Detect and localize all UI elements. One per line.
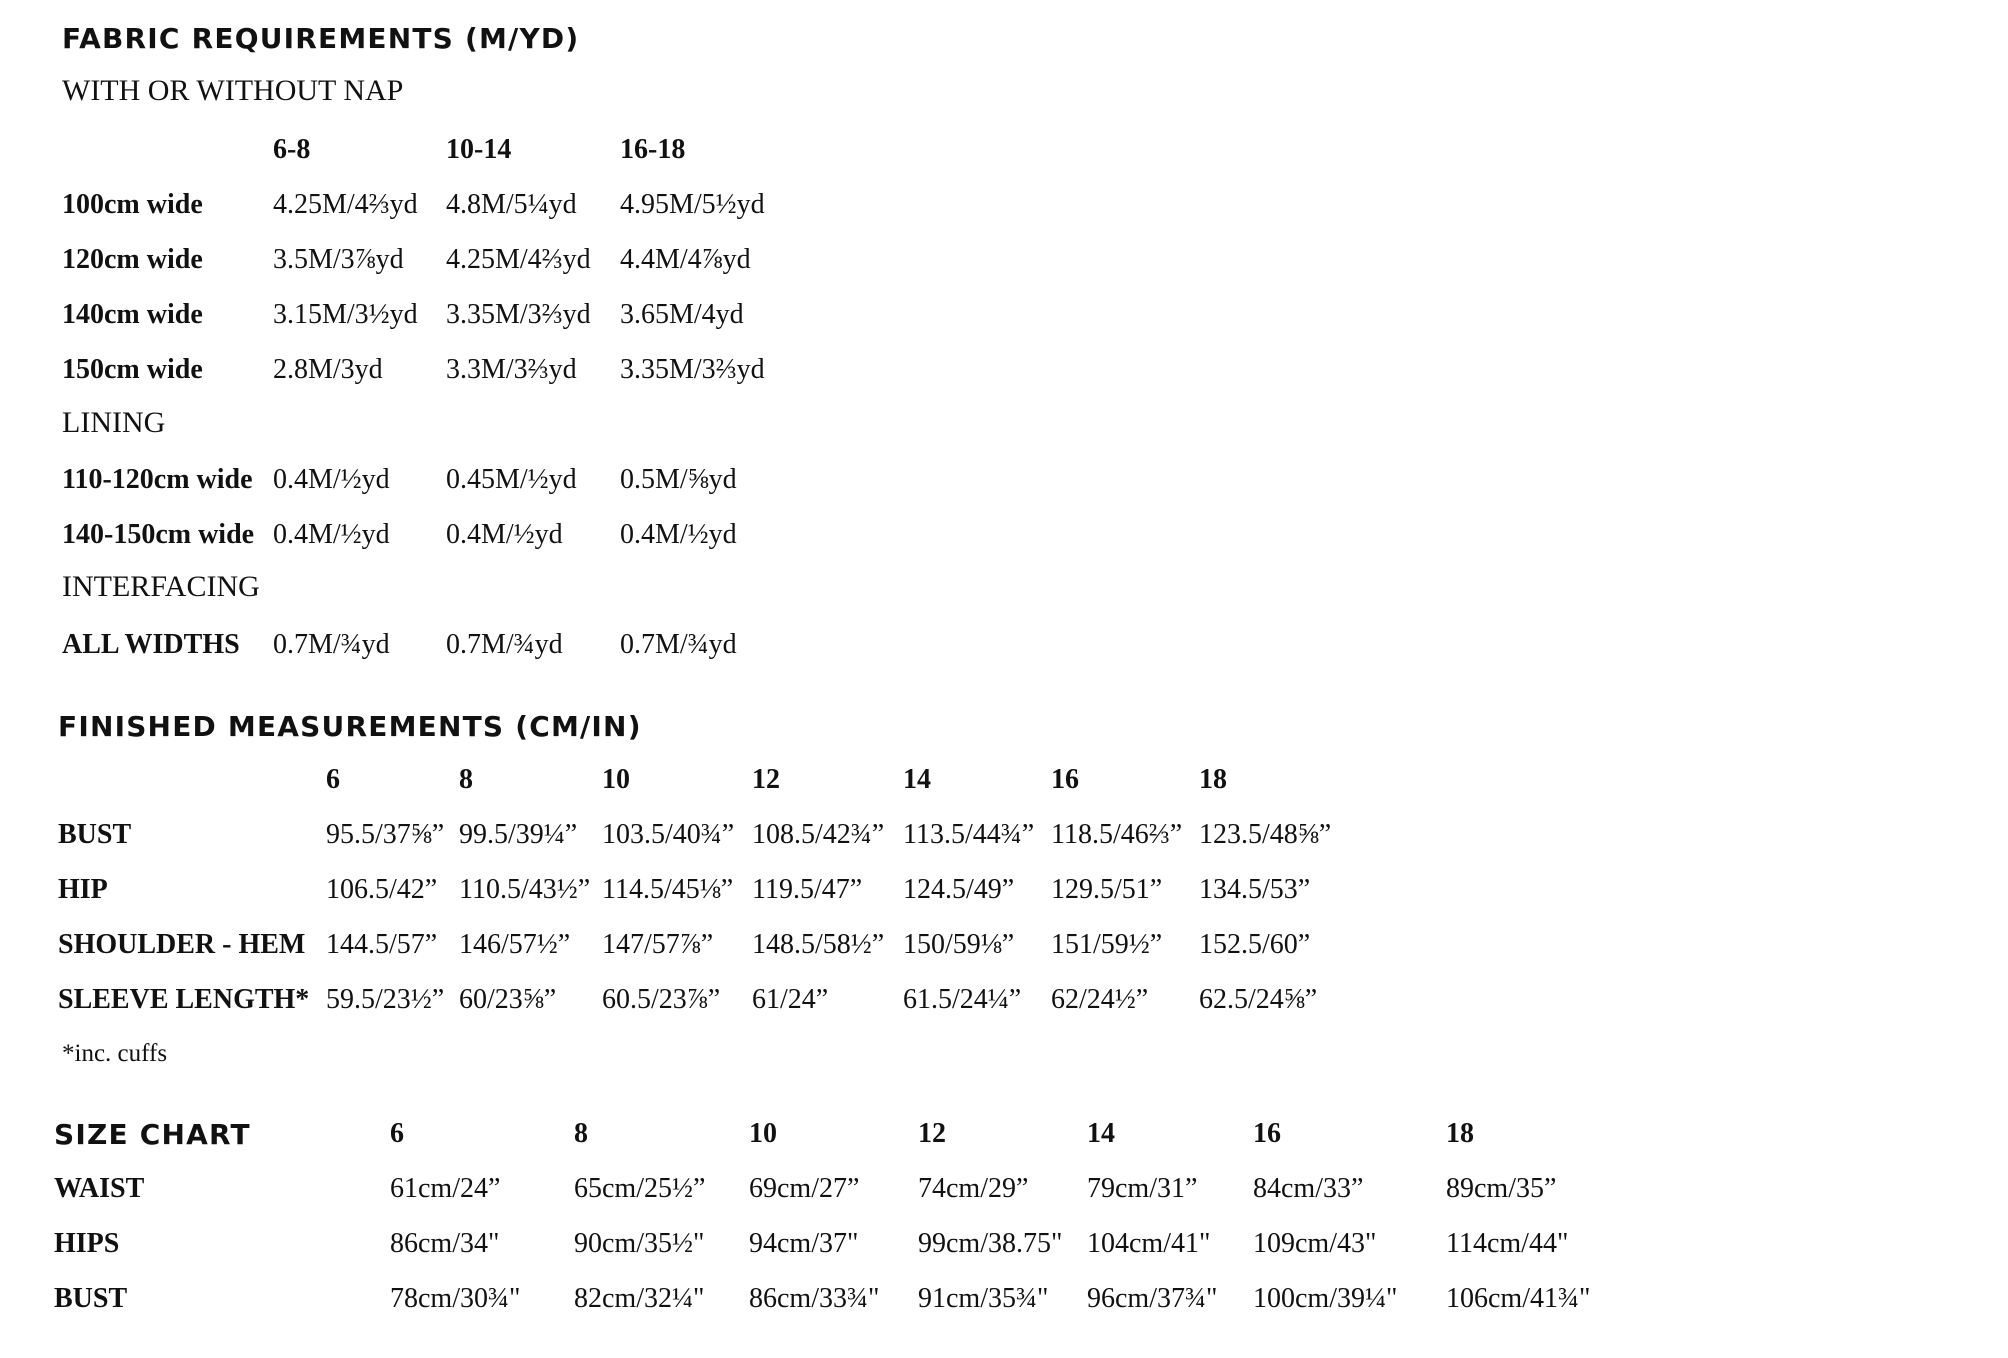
- measurement-label: SLEEVE LENGTH*: [58, 984, 310, 1015]
- measurement-value: 129.5/51”: [1051, 874, 1163, 905]
- fabric-amount: 4.4M/4⅞yd: [620, 244, 751, 275]
- size-header: 14: [1087, 1118, 1115, 1149]
- measurement-value: 60.5/23⅞”: [602, 984, 721, 1015]
- body-measure-value: 79cm/31”: [1087, 1173, 1198, 1204]
- fabric-row: [0, 189, 2008, 229]
- measurement-value: 151/59½”: [1051, 929, 1163, 960]
- measurement-value: 103.5/40¾”: [602, 819, 735, 850]
- size-header: 6: [326, 764, 340, 795]
- measurement-value: 62.5/24⅝”: [1199, 984, 1318, 1015]
- size-range-header: 10-14: [446, 134, 512, 165]
- body-measure-value: 114cm/44": [1446, 1228, 1569, 1259]
- interfacing-width-label: ALL WIDTHS: [62, 629, 240, 660]
- size-header: 8: [574, 1118, 588, 1149]
- size-header: 18: [1446, 1118, 1474, 1149]
- lining-amount: 0.4M/½yd: [620, 519, 737, 550]
- body-measure-value: 91cm/35¾": [918, 1283, 1049, 1314]
- body-measure-value: 74cm/29”: [918, 1173, 1029, 1204]
- body-measure-value: 61cm/24”: [390, 1173, 501, 1204]
- body-measure-label: WAIST: [54, 1173, 145, 1204]
- interfacing-heading: INTERFACING: [62, 570, 260, 603]
- measurement-row: [0, 874, 2008, 914]
- measurement-value: 61/24”: [752, 984, 829, 1015]
- measurement-value: 134.5/53”: [1199, 874, 1311, 905]
- measurement-value: 123.5/48⅝”: [1199, 819, 1332, 850]
- measurement-value: 119.5/47”: [752, 874, 863, 905]
- interfacing-amount: 0.7M/¾yd: [446, 629, 563, 660]
- lining-amount: 0.5M/⅝yd: [620, 464, 737, 495]
- interfacing-amount: 0.7M/¾yd: [620, 629, 737, 660]
- fabric-header-row: [0, 134, 2008, 174]
- measurement-value: 148.5/58½”: [752, 929, 885, 960]
- lining-amount: 0.4M/½yd: [273, 519, 390, 550]
- fabric-amount: 3.15M/3½yd: [273, 299, 418, 330]
- size-chart-title: SIZE CHART: [54, 1118, 251, 1151]
- measurement-value: 124.5/49”: [903, 874, 1015, 905]
- measurement-row: [0, 929, 2008, 969]
- fabric-amount: 3.3M/3⅔yd: [446, 354, 577, 385]
- measurement-value: 106.5/42”: [326, 874, 438, 905]
- fabric-amount: 3.65M/4yd: [620, 299, 744, 330]
- body-measure-value: 106cm/41¾": [1446, 1283, 1591, 1314]
- size-chart-row: [0, 1173, 2008, 1213]
- measurement-value: 110.5/43½”: [459, 874, 591, 905]
- measurement-label: SHOULDER - HEM: [58, 929, 306, 960]
- body-measure-value: 89cm/35”: [1446, 1173, 1557, 1204]
- body-measure-label: HIPS: [54, 1228, 120, 1259]
- size-header: 12: [918, 1118, 946, 1149]
- body-measure-value: 84cm/33”: [1253, 1173, 1364, 1204]
- size-chart-row: [0, 1228, 2008, 1268]
- fabric-amount: 3.5M/3⅞yd: [273, 244, 404, 275]
- cuffs-footnote: *inc. cuffs: [62, 1040, 168, 1067]
- body-measure-value: 94cm/37": [749, 1228, 859, 1259]
- body-measure-value: 96cm/37¾": [1087, 1283, 1218, 1314]
- finished-header-row: [0, 764, 2008, 804]
- lining-heading: LINING: [62, 406, 166, 439]
- size-header: 6: [390, 1118, 404, 1149]
- fabric-row: [0, 299, 2008, 339]
- measurement-row: [0, 984, 2008, 1024]
- size-chart-header-row: [0, 1118, 2008, 1158]
- size-header: 10: [749, 1118, 777, 1149]
- body-measure-value: 65cm/25½”: [574, 1173, 706, 1204]
- measurement-value: 147/57⅞”: [602, 929, 714, 960]
- body-measure-value: 82cm/32¼": [574, 1283, 705, 1314]
- fabric-amount: 4.25M/4⅔yd: [273, 189, 418, 220]
- measurement-value: 152.5/60”: [1199, 929, 1311, 960]
- lining-width-label: 110-120cm wide: [62, 464, 253, 495]
- measurement-value: 99.5/39¼”: [459, 819, 578, 850]
- body-measure-label: BUST: [54, 1283, 128, 1314]
- body-measure-value: 104cm/41": [1087, 1228, 1211, 1259]
- lining-row: [0, 464, 2008, 504]
- size-header: 16: [1051, 764, 1079, 795]
- lining-row: [0, 519, 2008, 559]
- measurement-value: 108.5/42¾”: [752, 819, 885, 850]
- fabric-requirements-title: FABRIC REQUIREMENTS (M/YD): [62, 22, 580, 55]
- measurement-value: 95.5/37⅝”: [326, 819, 445, 850]
- size-range-header: 6-8: [273, 134, 311, 165]
- measurement-label: BUST: [58, 819, 132, 850]
- size-header: 18: [1199, 764, 1227, 795]
- lining-amount: 0.4M/½yd: [273, 464, 390, 495]
- body-measure-value: 90cm/35½": [574, 1228, 705, 1259]
- measurement-value: 144.5/57”: [326, 929, 438, 960]
- body-measure-value: 78cm/30¾": [390, 1283, 521, 1314]
- measurement-value: 150/59⅛”: [903, 929, 1015, 960]
- size-chart-row: [0, 1283, 2008, 1323]
- finished-measurements-title: FINISHED MEASUREMENTS (CM/IN): [58, 710, 642, 743]
- body-measure-value: 99cm/38.75": [918, 1228, 1063, 1259]
- fabric-width-label: 140cm wide: [62, 299, 203, 330]
- measurement-value: 118.5/46⅔”: [1051, 819, 1183, 850]
- size-range-header: 16-18: [620, 134, 686, 165]
- measurement-value: 114.5/45⅛”: [602, 874, 734, 905]
- fabric-row: [0, 244, 2008, 284]
- measurement-value: 62/24½”: [1051, 984, 1149, 1015]
- fabric-width-label: 120cm wide: [62, 244, 203, 275]
- fabric-amount: 4.25M/4⅔yd: [446, 244, 591, 275]
- body-measure-value: 100cm/39¼": [1253, 1283, 1398, 1314]
- interfacing-amount: 0.7M/¾yd: [273, 629, 390, 660]
- lining-amount: 0.45M/½yd: [446, 464, 577, 495]
- size-header: 14: [903, 764, 931, 795]
- size-header: 16: [1253, 1118, 1281, 1149]
- fabric-amount: 4.8M/5¼yd: [446, 189, 577, 220]
- body-measure-value: 86cm/33¾": [749, 1283, 880, 1314]
- size-header: 12: [752, 764, 780, 795]
- fabric-width-label: 150cm wide: [62, 354, 203, 385]
- interfacing-row: [0, 629, 2008, 669]
- measurement-value: 113.5/44¾”: [903, 819, 1035, 850]
- fabric-amount: 3.35M/3⅔yd: [620, 354, 765, 385]
- body-measure-value: 109cm/43": [1253, 1228, 1377, 1259]
- body-measure-value: 69cm/27”: [749, 1173, 860, 1204]
- fabric-amount: 4.95M/5½yd: [620, 189, 765, 220]
- size-header: 8: [459, 764, 473, 795]
- size-header: 10: [602, 764, 630, 795]
- measurement-value: 146/57½”: [459, 929, 571, 960]
- measurement-row: [0, 819, 2008, 859]
- fabric-width-label: 100cm wide: [62, 189, 203, 220]
- fabric-amount: 2.8M/3yd: [273, 354, 383, 385]
- measurement-value: 61.5/24¼”: [903, 984, 1022, 1015]
- nap-subtitle: WITH OR WITHOUT NAP: [62, 74, 404, 107]
- fabric-row: [0, 354, 2008, 394]
- lining-width-label: 140-150cm wide: [62, 519, 255, 550]
- body-measure-value: 86cm/34": [390, 1228, 500, 1259]
- measurement-value: 60/23⅝”: [459, 984, 557, 1015]
- measurement-value: 59.5/23½”: [326, 984, 445, 1015]
- lining-amount: 0.4M/½yd: [446, 519, 563, 550]
- measurement-label: HIP: [58, 874, 108, 905]
- fabric-amount: 3.35M/3⅔yd: [446, 299, 591, 330]
